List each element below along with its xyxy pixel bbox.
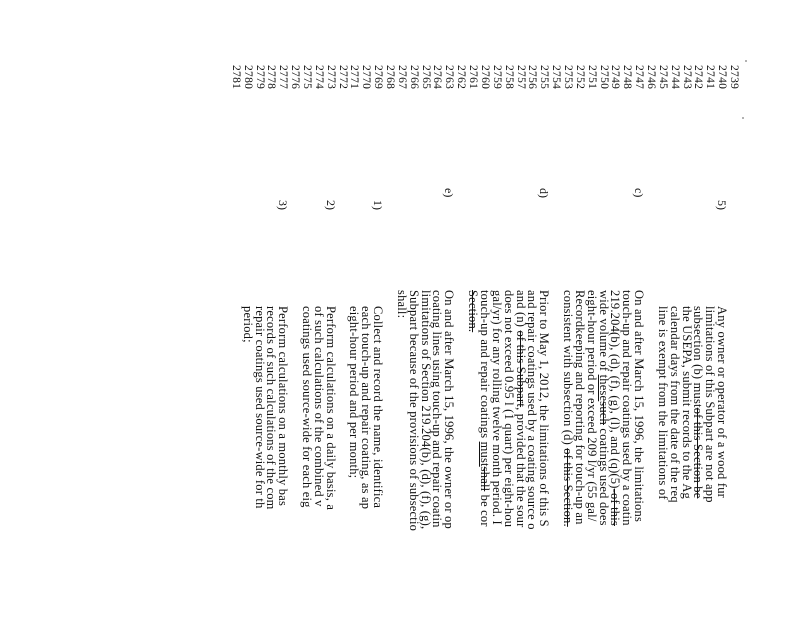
- line-text: [562, 290, 574, 527]
- line-text: [633, 290, 645, 522]
- line-text: [420, 290, 432, 529]
- document-line: [360, 0, 372, 618]
- line-number: 2768: [384, 65, 397, 90]
- line-number: 2758: [502, 65, 515, 90]
- line-text: [669, 306, 681, 503]
- text-run: consistent with subsection (d): [560, 290, 575, 449]
- line-number: 2741: [704, 65, 717, 90]
- text-run: Recordkeeping and reporting for touch-up an: [572, 290, 587, 525]
- document-line: [289, 0, 301, 618]
- document-line: [728, 0, 740, 618]
- line-number: 2766: [407, 65, 420, 90]
- document-line: [408, 0, 420, 618]
- document-line: [704, 0, 716, 618]
- line-number: 2763: [443, 65, 456, 90]
- document-line: [337, 0, 349, 618]
- line-text: [467, 290, 479, 332]
- line-text: [657, 306, 669, 500]
- subsection-label: 1): [371, 200, 386, 210]
- struck-text: of this Subpart: [513, 330, 528, 408]
- line-text: [325, 306, 337, 510]
- line-number: 2745: [656, 65, 669, 90]
- document-line: [301, 0, 313, 618]
- document-line: [586, 0, 598, 618]
- text-run: period;: [240, 306, 255, 343]
- line-number: 2771: [348, 65, 361, 90]
- text-run: limitations of this Subpart are not app: [703, 306, 718, 503]
- line-number: 2760: [478, 65, 491, 90]
- document-line: [692, 0, 704, 618]
- line-number: 2746: [644, 65, 657, 90]
- text-run: the USEPA, submit records to the Ag: [679, 306, 694, 499]
- line-text: [360, 306, 372, 509]
- text-run: calendar days from the date of the req: [667, 306, 682, 503]
- text-run: On and after March 15, 1996, the owner or op: [442, 290, 457, 529]
- line-text: [574, 290, 586, 525]
- document-line: [515, 0, 527, 618]
- line-number: 2780: [241, 65, 254, 90]
- document-line: [443, 0, 455, 618]
- line-number: 2747: [633, 65, 646, 90]
- subsection-label: 2): [323, 200, 338, 210]
- line-number: 2749: [609, 65, 622, 90]
- document-line: [598, 0, 610, 618]
- document-line: [230, 0, 242, 618]
- struck-text: such: [596, 401, 611, 425]
- scan-speck-middle: [742, 117, 744, 119]
- line-number: 2765: [419, 65, 432, 90]
- text-run: 219.204(b), (d), (f), (g), (l), and (q)(5): [608, 290, 623, 489]
- line-number: 2753: [561, 65, 574, 90]
- struck-text: of this Section be: [691, 407, 706, 499]
- line-text: [515, 290, 527, 528]
- subsection-label: d): [537, 188, 552, 198]
- line-text: [586, 290, 598, 522]
- text-run: eight-hour period and per month;: [347, 306, 362, 479]
- scan-speck-top: [745, 60, 747, 62]
- line-number: 2755: [538, 65, 551, 90]
- line-text: [348, 306, 360, 478]
- text-run: does not exceed 0.95 l (1 quart) per eight-hou: [501, 290, 516, 528]
- document-line: [503, 0, 515, 618]
- line-text: [598, 290, 610, 526]
- document-line: [467, 0, 479, 618]
- text-run: , provided that the sour: [513, 407, 528, 528]
- line-number: 2761: [467, 65, 480, 90]
- struck-text: -of this: [608, 488, 623, 526]
- line-number: 2740: [716, 65, 729, 90]
- line-number: 2754: [550, 65, 563, 90]
- inserted-text: these: [596, 374, 611, 402]
- document-line: [396, 0, 408, 618]
- text-run: line is exempt from the limitations of: [655, 306, 670, 500]
- line-text: [609, 290, 621, 526]
- line-text: [265, 306, 277, 510]
- line-number: 2744: [668, 65, 681, 90]
- line-number: 2742: [692, 65, 705, 90]
- document-line: [277, 0, 289, 618]
- struck-text: of this Section.: [560, 448, 575, 527]
- document-line: [609, 0, 621, 618]
- line-text: [503, 290, 515, 527]
- line-number: 2752: [573, 65, 586, 90]
- text-run: coatings used source-wide for each eig: [300, 306, 315, 508]
- text-run: coatings used does: [596, 425, 611, 526]
- document-line: [526, 0, 538, 618]
- document-line: [265, 0, 277, 618]
- text-run: Any owner or operator of a wood fur: [715, 306, 730, 499]
- text-run: Perform calculations on a daily basis, a: [323, 306, 338, 511]
- text-run: repair coatings used source-wide for th: [252, 306, 267, 509]
- line-number: 2769: [372, 65, 385, 90]
- line-text: [479, 290, 491, 527]
- document-line: [479, 0, 491, 618]
- line-number: 2770: [360, 65, 373, 90]
- line-number: 2774: [312, 65, 325, 90]
- document-line: [645, 0, 657, 618]
- line-text: [254, 306, 266, 509]
- text-run: On and after March 15, 1996, the limitations: [632, 290, 647, 523]
- line-text: [443, 290, 455, 529]
- document-line: [716, 0, 728, 618]
- text-run: wide volume of: [596, 290, 611, 375]
- line-number: 2756: [526, 65, 539, 90]
- text-run: Subpart because of the provisions of subsectio: [406, 290, 421, 532]
- document-line: [313, 0, 325, 618]
- line-number: 2778: [265, 65, 278, 90]
- document-line: [550, 0, 562, 618]
- inserted-text: must: [477, 441, 492, 467]
- text-run: shall:: [394, 290, 409, 319]
- document-line: [621, 0, 633, 618]
- line-text: [681, 306, 693, 499]
- line-number: 2751: [585, 65, 598, 90]
- document-line: [384, 0, 396, 618]
- line-text: [716, 306, 728, 498]
- line-text: [621, 290, 633, 526]
- text-run: gal/yr) for any rolling twelve month period. I: [489, 290, 504, 525]
- text-run: subsection (b) must: [691, 306, 706, 408]
- document-line: [574, 0, 586, 618]
- document-line: [348, 0, 360, 618]
- line-number: 2757: [514, 65, 527, 90]
- line-text: [491, 290, 503, 525]
- line-number: 2739: [728, 65, 740, 90]
- text-run: eight-hour period or exceed 209 l/yr (55 gal/: [584, 290, 599, 522]
- struck-text: shall: [477, 466, 492, 492]
- line-number: 2762: [455, 65, 468, 90]
- text-run: each touch-up and repair coating, as ap: [359, 306, 374, 510]
- document-line: [681, 0, 693, 618]
- document-line: [657, 0, 669, 618]
- document-line: [455, 0, 467, 618]
- text-run: be cor: [477, 491, 492, 527]
- line-number: 2750: [597, 65, 610, 90]
- line-number: 2781: [229, 65, 242, 90]
- text-run: touch-up and repair coatings used by a coatin: [620, 290, 635, 526]
- line-text: [242, 306, 254, 343]
- subsection-label: 5): [715, 200, 730, 210]
- subsection-label: e): [442, 188, 457, 198]
- document-line: [420, 0, 432, 618]
- line-number: 2779: [253, 65, 266, 90]
- document-line: [491, 0, 503, 618]
- line-number: 2759: [490, 65, 503, 90]
- document-line: [325, 0, 337, 618]
- line-text: [704, 306, 716, 503]
- line-text: [313, 306, 325, 507]
- text-run: Perform calculations on a monthly bas: [276, 306, 291, 507]
- line-text: [301, 306, 313, 508]
- line-text: [526, 290, 538, 530]
- struck-text: Section.: [466, 290, 481, 333]
- text-run: Prior to May 1, 2012, the limitations of this S: [537, 290, 552, 527]
- line-text: [277, 306, 289, 506]
- document-line: [538, 0, 550, 618]
- text-run: limitations of Section 219.204(b), (d), (f), (g),: [418, 290, 433, 530]
- line-text: [372, 306, 384, 508]
- line-text: [432, 290, 444, 528]
- subsection-label: 3): [276, 200, 291, 210]
- text-run: coating lines using touch-up and repair coatin: [430, 290, 445, 528]
- line-number: 2775: [301, 65, 314, 90]
- document-line: [633, 0, 645, 618]
- line-number: 2767: [395, 65, 408, 90]
- line-text: [408, 290, 420, 531]
- text-run: Collect and record the name, identifica: [371, 306, 386, 509]
- text-run: and repair coatings used by a coating source o: [525, 290, 540, 530]
- line-number: 2773: [324, 65, 337, 90]
- line-text: [538, 290, 550, 527]
- text-run: touch-up and repair coatings: [477, 290, 492, 442]
- line-text: [692, 306, 704, 498]
- text-run: and (n): [513, 290, 528, 331]
- document-line: [562, 0, 574, 618]
- text-run: of such calculations of the combined v: [311, 306, 326, 507]
- line-number: 2777: [277, 65, 290, 90]
- line-number: 2743: [680, 65, 693, 90]
- document-line: [254, 0, 266, 618]
- document-line: [372, 0, 384, 618]
- document-line: [669, 0, 681, 618]
- line-number: 2776: [289, 65, 302, 90]
- subsection-label: c): [632, 188, 647, 198]
- document-line: [242, 0, 254, 618]
- text-run: records of such calculations of the com: [264, 306, 279, 510]
- line-text: [396, 290, 408, 318]
- line-number: 2772: [336, 65, 349, 90]
- line-number: 2764: [431, 65, 444, 90]
- document-line: [432, 0, 444, 618]
- line-number: 2748: [621, 65, 634, 90]
